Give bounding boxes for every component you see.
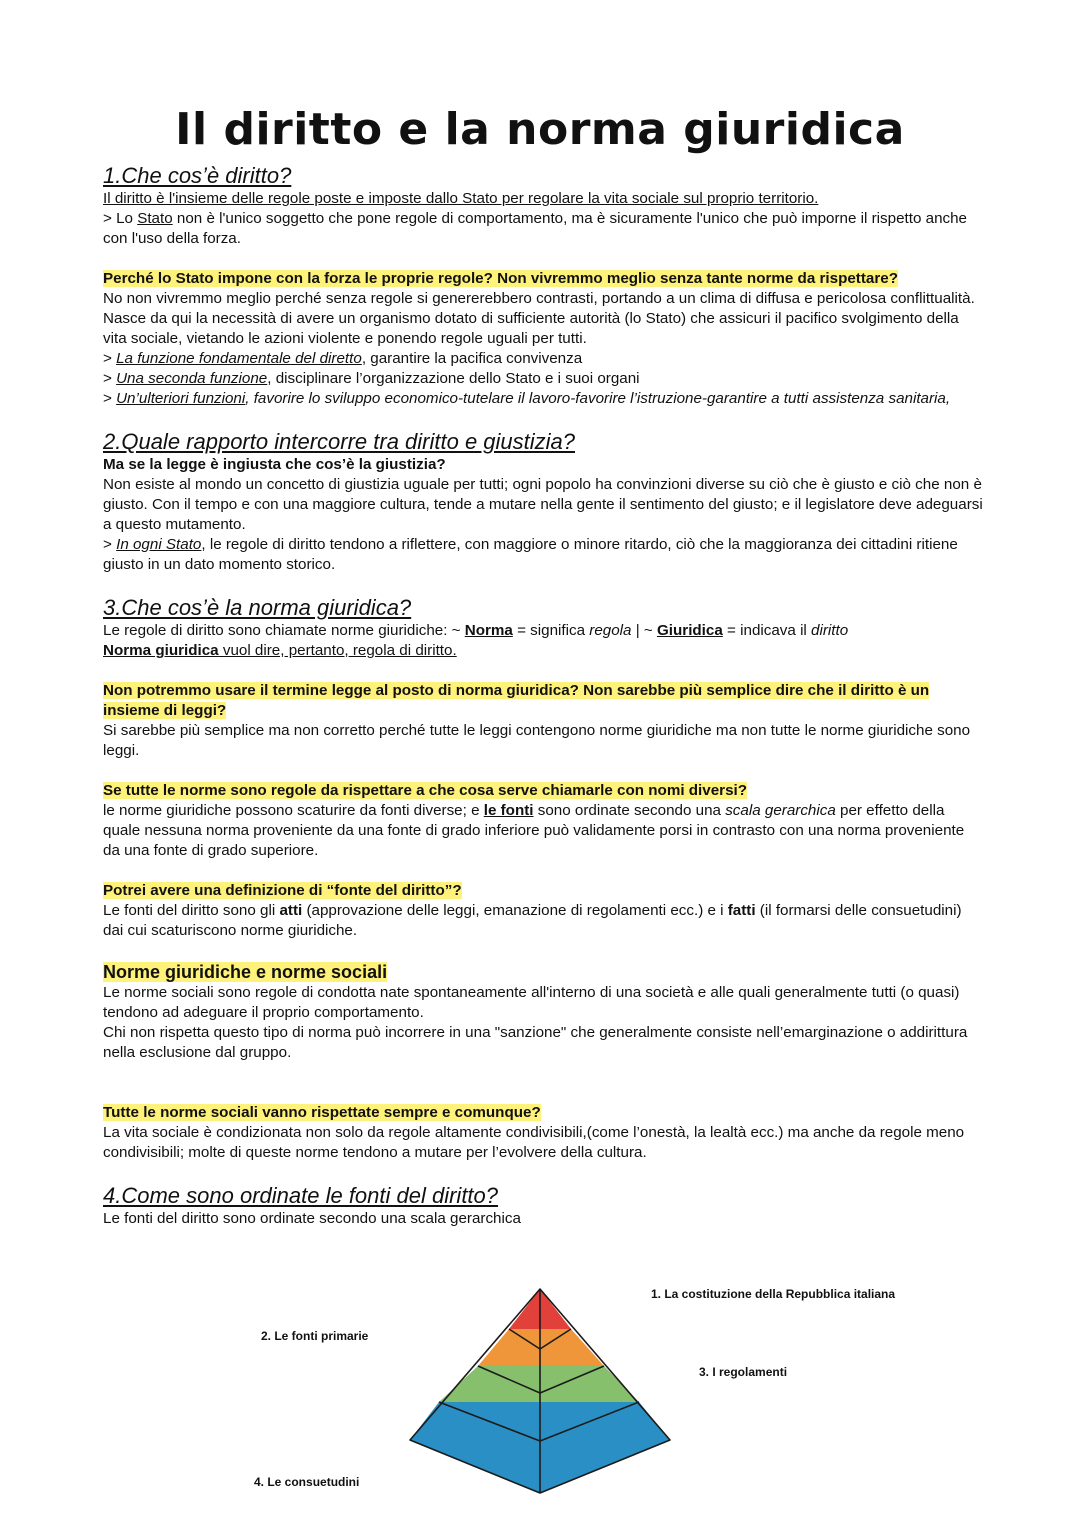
- pyramid-label-2: 2. Le fonti primarie: [261, 1329, 369, 1343]
- section-4-heading: 4.Come sono ordinate le fonti del diritto?: [103, 1183, 499, 1208]
- term-diritto: diritto: [811, 622, 849, 639]
- question-text: Perché lo Stato impone con la forza le proprie regole? Non vivremmo meglio senza tante norme da rispettare?: [103, 270, 899, 287]
- function-key: Una seconda funzione: [116, 370, 268, 387]
- state-text: non è l'unico soggetto che pone regole di comportamento, ma è sicuramente l'unico che può imporne il rispetto anche con l'uso della forza.: [103, 210, 968, 247]
- text: sono ordinate secondo una: [533, 802, 726, 819]
- text: le norme giuridiche possono scaturire da fonti diverse; e: [103, 802, 484, 819]
- document-body: [103, 163, 983, 1229]
- function-key: La funzione fondamentale del diretto: [116, 350, 362, 367]
- term-atti: atti: [279, 902, 303, 919]
- social-norms-paragraph-2: Chi non rispetta questo tipo di norma può incorrere in una "sanzione" che generalmente consiste nell’emarginazione o addirittura nella esclusione dal gruppo.: [103, 1024, 968, 1061]
- question-text: Se tutte le norme sono regole da rispettare a che cosa serve chiamarle con nomi diversi?: [103, 782, 748, 799]
- text: (il formarsi delle consuetudini) dai cui scaturiscono norme giuridiche.: [103, 902, 962, 939]
- text: per effetto della quale nessuna norma proveniente da una fonte di grado inferiore può validamente porsi in contrasto con una norma proveniente da una fonte di grado superiore.: [103, 802, 965, 859]
- term-norma-giuridica: Norma giuridica: [103, 642, 219, 659]
- term-scala: scala gerarchica: [725, 802, 836, 819]
- function-item-2: [103, 369, 983, 389]
- subheading-text: Norme giuridiche e norme sociali: [103, 962, 388, 982]
- question-state-force: [103, 269, 983, 289]
- arrow-text: > Lo: [103, 210, 138, 227]
- function-item-3: [103, 389, 983, 409]
- question-text: Tutte le norme sociali vanno rispettate sempre e comunque?: [103, 1104, 541, 1121]
- text: = significa: [512, 622, 590, 639]
- term-norma: Norma: [464, 622, 513, 639]
- text: Le regole di diritto sono chiamate norme giuridiche: ~: [103, 622, 465, 639]
- answer-state-force-2: Nasce da qui la necessità di avere un organismo dotato di sufficiente autorità (lo Stato) che assicuri il pacifico svolgimento della vita sociale, vietando le azioni violente e ponendo regole uguali per tutti.: [103, 310, 959, 347]
- subheading-social-norms: [103, 961, 983, 983]
- text: Le fonti del diritto sono gli: [103, 902, 280, 919]
- social-norms-paragraph-1: Le norme sociali sono regole di condotta nate spontaneamente all'interno di una società e alle quali generalmente tutti (o quasi) tendono ad adeguare il proprio comportamento.: [103, 984, 960, 1021]
- arrow-text: >: [103, 536, 117, 553]
- answer-source-definition: [103, 901, 983, 941]
- text: = indicava il: [722, 622, 812, 639]
- question-law-term: [103, 681, 983, 721]
- function-key: Un’ulteriori funzioni: [116, 390, 246, 407]
- question-unjust-law: Ma se la legge è ingiusta che cos’è la giustizia?: [103, 456, 446, 473]
- section-3-heading: 3.Che cos’è la norma giuridica?: [103, 595, 412, 620]
- answer-social-norms: La vita sociale è condizionata non solo da regole altamente condivisibili,(come l’onestà, la lealtà ecc.) ma anche da regole meno condivisibili; molte di queste norme tendono a mutare per l’evolvere della cultura.: [103, 1124, 965, 1161]
- question-social-norms: [103, 1103, 983, 1123]
- function-text: , disciplinare l’organizzazione dello Stato e i suoi organi: [267, 370, 640, 387]
- justice-state-paragraph: [103, 535, 983, 575]
- answer-state-force-1: No non vivremmo meglio perché senza regole si genererebbero contrasti, portando a un clima di diffusa e pericolosa conflittualità.: [103, 290, 975, 307]
- function-text: , garantire la pacifica convivenza: [361, 350, 583, 367]
- section-4-paragraph: Le fonti del diritto sono ordinate secondo una scala gerarchica: [103, 1210, 521, 1227]
- norma-definition-line: [103, 621, 983, 641]
- term-regola: regola: [589, 622, 632, 639]
- text: (approvazione delle leggi, emanazione di regolamenti ecc.) e i: [302, 902, 728, 919]
- question-text: Potrei avere una definizione di “fonte del diritto”?: [103, 882, 462, 899]
- text: vuol dire, pertanto, regola di diritto.: [218, 642, 457, 659]
- pyramid-label-4: 4. Le consuetudini: [254, 1475, 360, 1489]
- section-2-heading: 2.Quale rapporto intercorre tra diritto e giustizia?: [103, 429, 576, 454]
- section-1-heading: 1.Che cos’è diritto?: [103, 163, 292, 188]
- section-1-state-paragraph: [103, 209, 983, 249]
- text: | ~: [631, 622, 657, 639]
- stato-link: Stato: [137, 210, 173, 227]
- term-fonti: le fonti: [483, 802, 534, 819]
- function-text: , favorire lo sviluppo economico-tutelare il lavoro-favorire l’istruzione-garantire a tutti assistenza sanitaria,: [245, 390, 951, 407]
- term-fatti: fatti: [727, 902, 756, 919]
- arrow-text: >: [103, 350, 117, 367]
- justice-paragraph: Non esiste al mondo un concetto di giustizia uguale per tutti; ogni popolo ha convinzioni diverse su ciò che è giusto e ciò che non è giusto. Con il tempo e con una maggiore cultura, tende a mutare nella gente il sentimento del giusto; e il legislatore deve adeguarsi a questo mutamento.: [103, 476, 983, 533]
- arrow-text: >: [103, 370, 117, 387]
- term-giuridica: Giuridica: [656, 622, 723, 639]
- question-different-names: [103, 781, 983, 801]
- answer-different-names: [103, 801, 983, 861]
- function-item-1: [103, 349, 983, 369]
- pyramid-label-3: 3. I regolamenti: [699, 1365, 788, 1379]
- pyramid-outline: [410, 1289, 670, 1493]
- answer-law-term: Si sarebbe più semplice ma non corretto perché tutte le leggi contengono norme giuridiche ma non tutte le norme giuridiche sono leggi.: [103, 722, 971, 759]
- document-title: Il diritto e la norma giuridica: [175, 104, 905, 155]
- pyramid-label-1: 1. La costituzione della Repubblica italiana: [651, 1287, 896, 1301]
- state-rest: , le regole di diritto tendono a riflettere, con maggiore o minore ritardo, ciò che la maggioranza dei cittadini ritiene giusto in un dato momento storico.: [103, 536, 958, 573]
- question-text: Non potremmo usare il termine legge al posto di norma giuridica? Non sarebbe più semplice dire che il diritto è un insieme di leggi?: [103, 682, 930, 719]
- arrow-text: >: [103, 390, 117, 407]
- state-key: In ogni Stato: [116, 536, 202, 553]
- section-1-definition: Il diritto è l'insieme delle regole poste e imposte dallo Stato per regolare la vita sociale sul proprio territorio.: [103, 190, 819, 207]
- norma-giuridica-line: [103, 641, 983, 661]
- sources-pyramid: [405, 1285, 675, 1497]
- question-source-definition: [103, 881, 983, 901]
